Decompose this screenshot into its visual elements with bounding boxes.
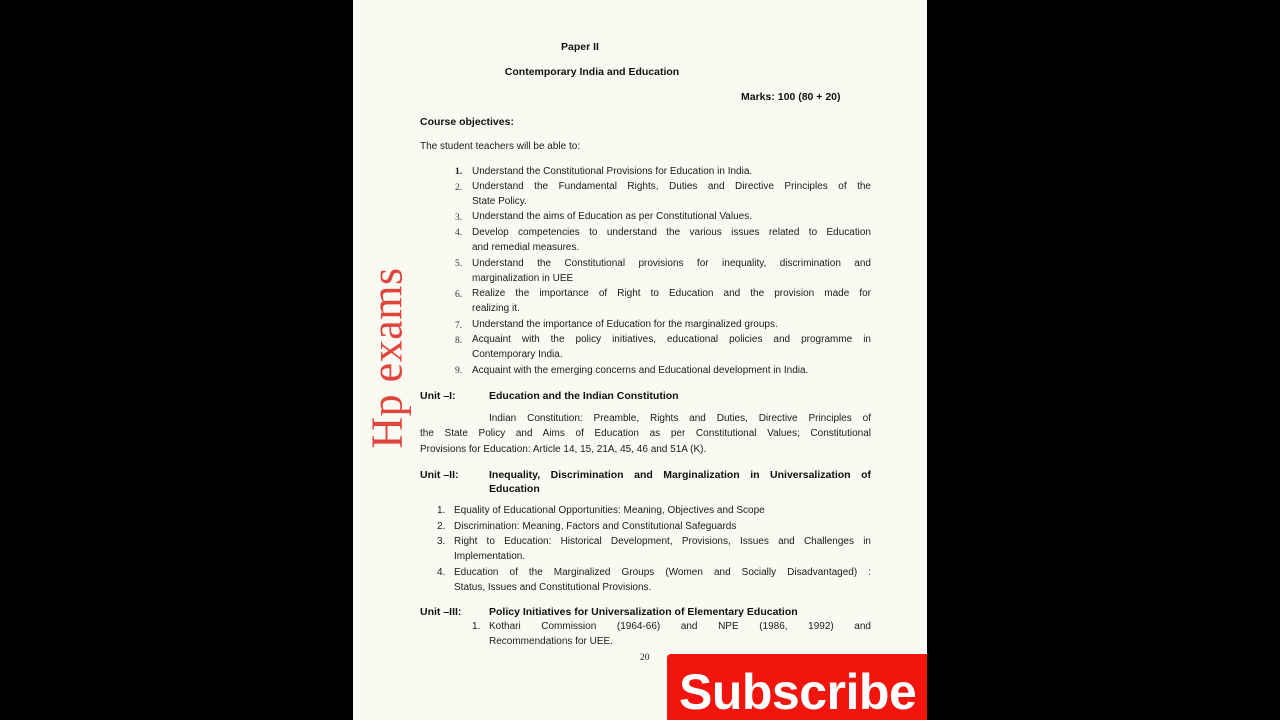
subscribe-label[interactable]: Subscribe [679,664,917,720]
objective-number: 3. [455,213,463,223]
objective-number: 6. [455,290,463,300]
unit-3-item-line: Kothari Commission (1964-66) and NPE (1986, 1992) and [489,621,871,632]
objective-number: 2. [455,183,463,193]
unit-1-label: Unit –I: [420,390,456,402]
unit-2-title: Inequality, Discrimination and Marginalization in Universalization of [489,469,871,481]
unit-2-item-number: 1. [437,505,446,516]
unit-3-label: Unit –III: [420,606,462,618]
objectives-intro: The student teachers will be able to: [420,141,581,152]
objective-line: Understand the Constitutional Provisions for Education in India. [472,166,753,177]
objective-number: 9. [455,366,463,376]
unit-2-item-line: Discrimination: Meaning, Factors and Constitutional Safeguards [454,521,737,532]
hp-exams-watermark: Hp exams [362,267,412,449]
objective-line: marginalization in UEE [472,273,574,284]
objective-line: State Policy. [472,196,527,207]
unit-3-item-number: 1. [472,621,481,632]
unit-3-item-line: Recommendations for UEE. [489,636,613,647]
objective-number: 4. [455,228,463,238]
objective-line: Understand the importance of Education for the marginalized groups. [472,319,778,330]
unit-2-item-line: Equality of Educational Opportunities: Meaning, Objectives and Scope [454,505,765,516]
objective-number: 1. [455,167,463,177]
objective-line: Develop competencies to understand the various issues related to Education [472,227,871,238]
objective-number: 8. [455,336,463,346]
document-page [353,0,927,720]
unit-2-item-number: 3. [437,536,446,547]
objective-line: and remedial measures. [472,242,580,253]
objective-number: 5. [455,259,463,269]
objective-line: Realize the importance of Right to Education and the provision made for [472,288,871,299]
objective-line: Acquaint with the policy initiatives, educational policies and programme in [472,334,871,345]
unit-2-title-cont: Education [489,483,540,495]
marks-label: Marks: 100 (80 + 20) [741,91,841,103]
unit-2-item-line: Right to Education: Historical Development, Provisions, Issues and Challenges in [454,536,871,547]
course-title: Contemporary India and Education [504,66,680,78]
unit-2-item-number: 4. [437,567,446,578]
objective-number: 7. [455,321,463,331]
objective-line: Acquaint with the emerging concerns and Educational development in India. [472,365,809,376]
unit-3-title: Policy Initiatives for Universalization of Elementary Education [489,606,798,618]
objective-line: Understand the Constitutional provisions for inequality, discrimination and [472,258,871,269]
unit-1-paragraph-line: the State Policy and Aims of Education as per Constitutional Values; Constitutional [420,428,871,439]
objective-line: Understand the Fundamental Rights, Duties and Directive Principles of the [472,181,871,192]
unit-2-label: Unit –II: [420,469,459,481]
unit-1-paragraph-line: Indian Constitution: Preamble, Rights and Duties, Directive Principles of [489,413,871,424]
page-number: 20 [640,653,650,663]
objective-line: Understand the aims of Education as per Constitutional Values. [472,211,752,222]
paper-label: Paper II [561,41,599,53]
unit-2-item-line: Implementation. [454,551,526,562]
unit-1-paragraph-line: Provisions for Education: Article 14, 15, 21A, 45, 46 and 51A (K). [420,444,707,455]
objectives-heading: Course objectives: [420,116,514,128]
unit-2-item-number: 2. [437,521,446,532]
unit-2-item-line: Status, Issues and Constitutional Provisions. [454,582,652,593]
objective-line: realizing it. [472,303,520,314]
objective-line: Contemporary India. [472,349,563,360]
unit-2-item-line: Education of the Marginalized Groups (Women and Socially Disadvantaged) : [454,567,871,578]
unit-1-title: Education and the Indian Constitution [489,390,679,402]
